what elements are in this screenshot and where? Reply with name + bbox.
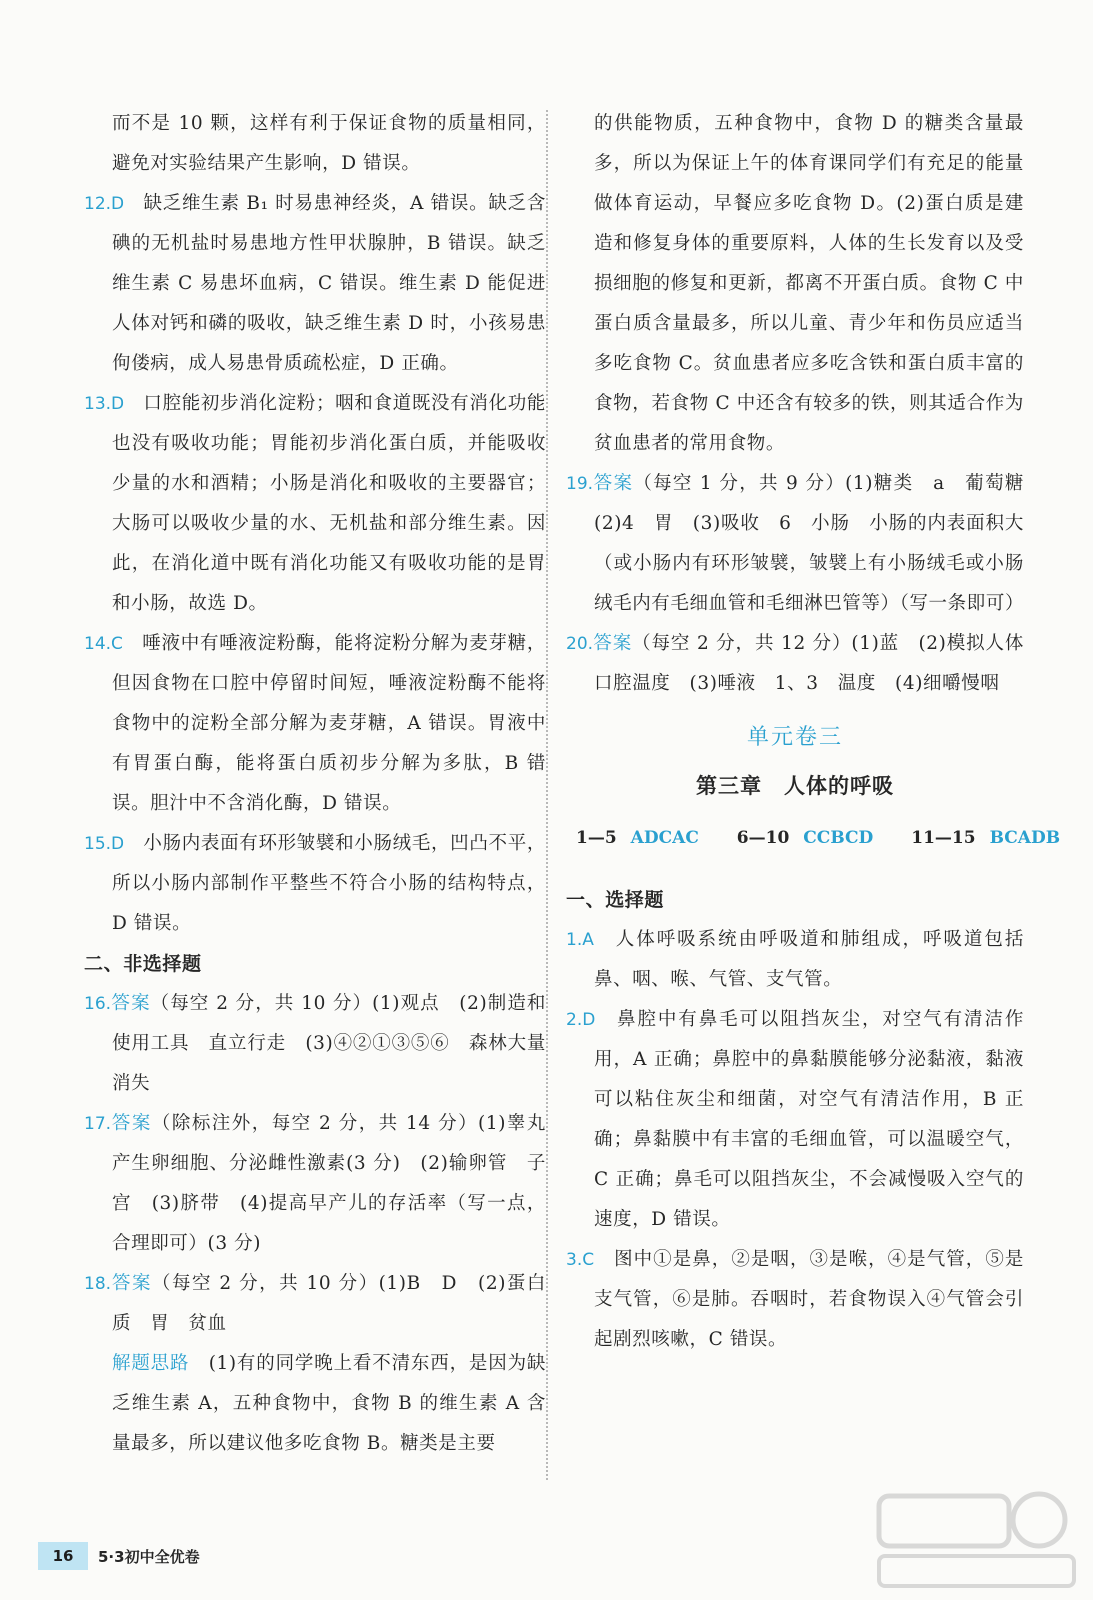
question-20 — [566, 624, 1024, 704]
question-number: 19. — [566, 474, 594, 494]
question-number: 20. — [566, 634, 594, 654]
question-2 — [566, 1000, 1024, 1240]
answer-range: 1—5 — [576, 828, 617, 848]
question-number: 12.D — [84, 194, 125, 214]
question-3 — [566, 1240, 1024, 1360]
question-18 — [84, 1264, 546, 1344]
hint-text: (1)有的同学晚上看不清东西，是因为缺乏维生素 A，五种食物中，食物 B 的维生素 A 含量最多，所以建议他多吃食物 B。糖类是主要 — [112, 1353, 547, 1454]
question-text: 图中①是鼻，②是咽，③是喉，④是气管，⑤是支气管，⑥是肺。吞咽时，若食物误入④气管会引起剧烈咳嗽，C 错误。 — [594, 1249, 1024, 1350]
question-15 — [84, 824, 546, 944]
question-number: 1.A — [566, 930, 594, 950]
hint-tag: 解题思路 — [112, 1353, 190, 1374]
solution-hint — [84, 1344, 546, 1464]
book-title: 5·3初中全优卷 — [98, 1547, 200, 1566]
answer-range: 11—15 — [911, 828, 976, 848]
question-text: （每空 2 分，共 12 分）(1)蓝 (2)模拟人体口腔温度 (3)唾液 1、3 温度 (4)细嚼慢咽 — [594, 633, 1024, 694]
question-text: 口腔能初步消化淀粉；咽和食道既没有消化功能也没有吸收功能；胃能初步消化蛋白质，并能吸收少量的水和酒精；小肠是消化和吸收的主要器官；大肠可以吸收少量的水、无机盐和部分维生素。因此，在消化道中既有消化功能又有吸收功能的是胃和小肠，故选 D。 — [112, 393, 546, 614]
question-text: 鼻腔中有鼻毛可以阻挡灰尘，对空气有清洁作用，A 正确；鼻腔中的鼻黏膜能够分泌黏液，黏液可以粘住灰尘和细菌，对空气有清洁作用，B 正确；鼻黏膜中有丰富的毛细血管，可以温暖空气，C 正确；鼻毛可以阻挡灰尘，不会减慢吸入空气的速度，D 错误。 — [594, 1009, 1024, 1230]
page-footer — [38, 1540, 200, 1572]
page-number: 16 — [38, 1542, 88, 1570]
watermark-logo-icon — [869, 1482, 1079, 1592]
left-column — [84, 104, 566, 1464]
question-16 — [84, 984, 546, 1104]
answer-range: 6—10 — [736, 828, 790, 848]
question-number: 13.D — [84, 394, 125, 414]
answer-letters: CCBCD — [803, 828, 874, 848]
question-number: 18. — [84, 1274, 112, 1294]
question-14 — [84, 624, 546, 824]
question-number: 14.C — [84, 634, 123, 654]
answer-letters: ADCAC — [630, 828, 699, 848]
question-12 — [84, 184, 546, 384]
question-text: （每空 2 分，共 10 分）(1)B D (2)蛋白质 胃 贫血 — [112, 1273, 547, 1334]
right-column — [566, 104, 1061, 1360]
answer-key-row — [576, 814, 1061, 862]
intro-text: 而不是 10 颗，这样有利于保证食物的质量相同，避免对实验结果产生影响，D 错误。 — [112, 113, 546, 174]
answer-tag: 答案 — [593, 473, 634, 494]
question-number: 2.D — [566, 1010, 596, 1030]
question-number: 16. — [84, 994, 112, 1014]
question-text: （每空 2 分，共 10 分）(1)观点 (2)制造和使用工具 直立行走 (3)④②①③⑤⑥ 森林大量消失 — [112, 993, 546, 1094]
question-text: 小肠内表面有环形皱襞和小肠绒毛，凹凸不平，所以小肠内部制作平整些不符合小肠的结构特点，D 错误。 — [112, 833, 546, 934]
answer-tag: 答案 — [111, 1273, 152, 1294]
question-text: 人体呼吸系统由呼吸道和肺组成，呼吸道包括鼻、咽、喉、气管、支气管。 — [594, 929, 1024, 990]
question-number: 3.C — [566, 1250, 595, 1270]
answer-tag: 答案 — [111, 993, 151, 1014]
question-text: 唾液中有唾液淀粉酶，能将淀粉分解为麦芽糖，但因食物在口腔中停留时间短，唾液淀粉酶不能将食物中的淀粉全部分解为麦芽糖，A 错误。胃液中有胃蛋白酶，能将蛋白质初步分解为多肽，B 错误。胆汁中不含消化酶，D 错误。 — [112, 633, 546, 814]
question-number: 17. — [84, 1114, 112, 1134]
answer-letters: BCADB — [989, 828, 1061, 848]
column-divider — [546, 110, 548, 1480]
chapter-title: 第三章 人体的呼吸 — [696, 774, 894, 798]
answer-tag: 答案 — [593, 633, 633, 654]
section-heading: 一、选择题 — [566, 889, 665, 911]
hint-continued: 的供能物质，五种食物中，食物 D 的糖类含量最多，所以为保证上午的体育课同学们有充足的能量做体育运动，早餐应多吃食物 D。(2)蛋白质是建造和修复身体的重要原料，人体的生长发育以及受损细胞的修复和更新，都离不开蛋白质。食物 C 中蛋白质含量最多，所以儿童、青少年和伤员应适当多吃食物 C。贫血患者应多吃含铁和蛋白质丰富的食物，若食物 C 中还含有较多的铁，则其适合作为贫血患者的常用食物。 — [594, 113, 1024, 454]
question-text: （除标注外，每空 2 分，共 14 分）(1)睾丸 产生卵细胞、分泌雌性激素(3 分) (2)输卵管 子宫 (3)脐带 (4)提高早产儿的存活率（写一点，合理即可）(3 分) — [112, 1113, 566, 1254]
question-text: 缺乏维生素 B₁ 时易患神经炎，A 错误。缺乏含碘的无机盐时易患地方性甲状腺肿，B 错误。缺乏维生素 C 易患坏血病，C 错误。维生素 D 能促进人体对钙和磷的吸收，缺乏维生素 D 时，小孩易患佝偻病，成人易患骨质疏松症，D 正确。 — [112, 193, 546, 374]
question-13 — [84, 384, 546, 624]
question-19 — [566, 464, 1044, 624]
unit-title: 单元卷三 — [746, 725, 843, 750]
question-text: （每空 1 分，共 9 分）(1)糖类 a 葡萄糖 (2)4 胃 (3)吸收 6 小肠 小肠的内表面积大（或小肠内有环形皱襞，皱襞上有小肠绒毛或小肠绒毛内有毛细血管和毛细淋巴管等）（写一条即可） — [594, 473, 1044, 614]
section-heading: 二、非选择题 — [84, 953, 202, 975]
question-1 — [566, 920, 1024, 1000]
question-number: 15.D — [84, 834, 125, 854]
question-17 — [84, 1104, 566, 1264]
answer-tag: 答案 — [111, 1113, 152, 1134]
